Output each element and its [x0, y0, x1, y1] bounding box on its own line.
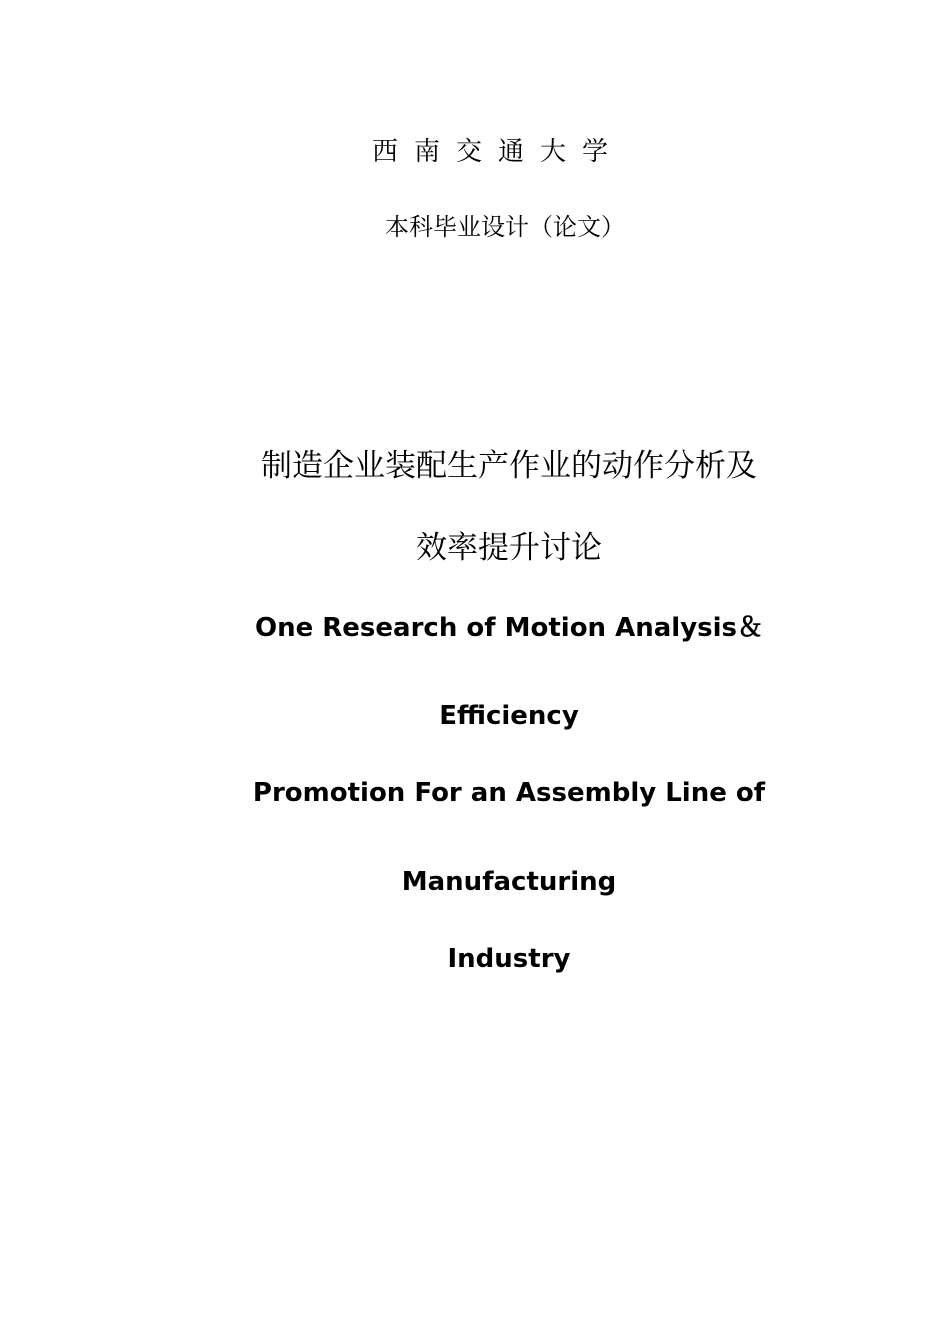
- chinese-title-line-2: 效率提升讨论: [416, 530, 602, 566]
- chinese-title-line-1: 制造企业装配生产作业的动作分析及: [261, 448, 757, 484]
- english-title-line-3: Promotion For an Assembly Line of: [252, 778, 766, 808]
- university-name: 西南交通大学: [371, 137, 624, 167]
- degree-type: 本科毕业设计（论文）: [385, 213, 625, 241]
- english-title-line-5: Industry: [447, 944, 571, 974]
- english-title-line-4: Manufacturing: [401, 867, 617, 897]
- english-title-line-1: One Research of Motion Analysis＆: [254, 613, 764, 643]
- english-title-line-2: Efficiency: [439, 701, 579, 731]
